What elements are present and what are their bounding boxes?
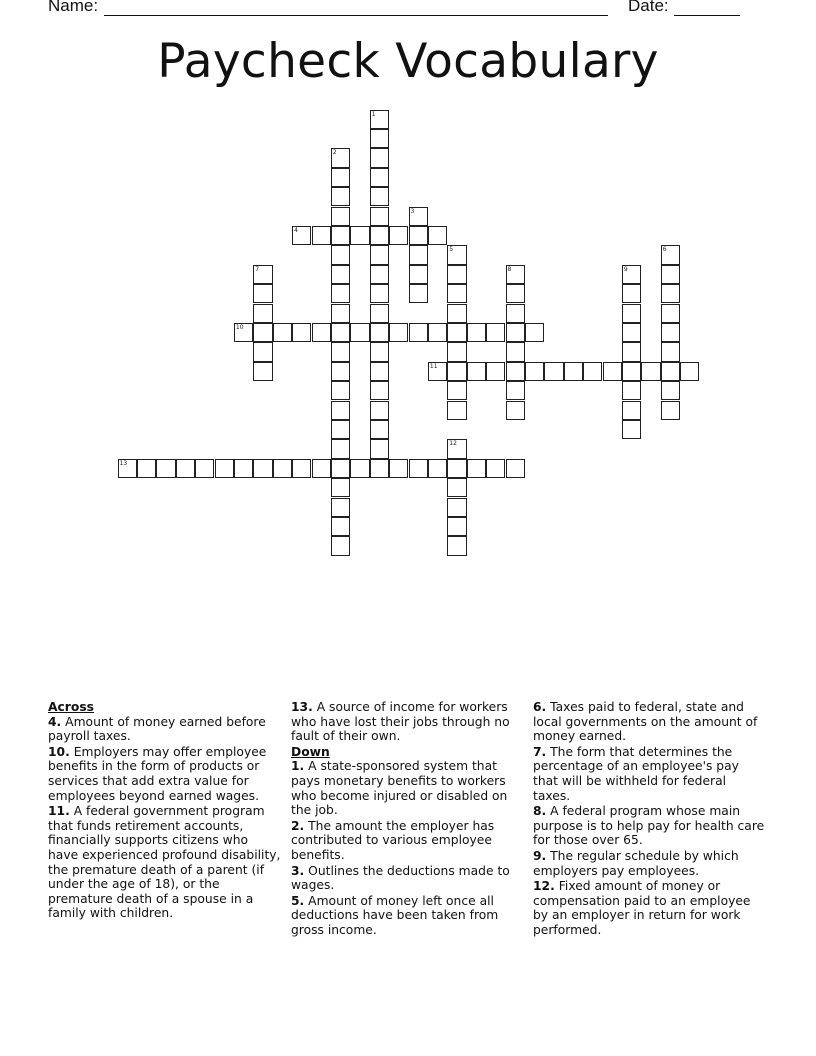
crossword-cell[interactable] [409,207,428,226]
crossword-cell[interactable] [331,265,350,284]
crossword-cell[interactable] [409,323,428,342]
crossword-cell[interactable] [331,362,350,381]
clue-number: 2. [291,818,305,833]
clue-text: Employers may offer employee benefits in the form of products or services that add extra value for employees beyond earned wages. [48,744,267,803]
cell-number: 11 [429,362,438,370]
crossword-cell[interactable] [370,207,389,226]
cell-number: 10 [235,323,244,331]
crossword-cell[interactable] [622,401,641,420]
crossword-cell[interactable] [370,439,389,458]
crossword-cell[interactable] [622,362,641,381]
crossword-cell[interactable] [564,362,583,381]
crossword-cell[interactable] [525,323,544,342]
crossword-cell[interactable] [350,459,369,478]
crossword-cell[interactable] [331,187,350,206]
cell-number: 4 [294,226,298,234]
crossword-cell[interactable] [447,381,466,400]
clue-number: 8. [533,804,547,819]
clues-section [48,700,772,960]
crossword-cell[interactable] [253,362,272,381]
cell-number: 6 [662,246,667,254]
crossword-cell[interactable] [428,362,447,381]
crossword-cell[interactable] [331,478,350,497]
crossword-cell[interactable] [661,284,680,303]
crossword-cell[interactable] [331,536,350,555]
clue-text: The form that determines the percentage of an employee's pay that will be withheld for federal taxes. [533,744,739,803]
crossword-cell[interactable] [331,401,350,420]
crossword-cell[interactable] [370,168,389,187]
crossword-cell[interactable] [370,148,389,167]
crossword-cell[interactable] [447,304,466,323]
crossword-cell[interactable] [661,245,680,264]
clue-across-11 [48,804,282,921]
crossword-cell[interactable] [253,459,272,478]
crossword-cell[interactable] [370,381,389,400]
crossword-cell[interactable] [409,284,428,303]
crossword-cell[interactable] [622,323,641,342]
crossword-cell[interactable] [661,304,680,323]
crossword-cell[interactable] [370,304,389,323]
crossword-cell[interactable] [331,498,350,517]
crossword-cell[interactable] [331,459,350,478]
crossword-cell[interactable] [195,459,214,478]
crossword-cell[interactable] [370,420,389,439]
crossword-cell[interactable] [370,284,389,303]
clue-text: Fixed amount of money or compensation paid to an employee by an employer in return for work performed. [533,879,751,937]
crossword-cell[interactable] [370,226,389,245]
crossword-cell[interactable] [428,459,447,478]
crossword-cell[interactable] [253,323,272,342]
cell-number: 8 [507,265,512,273]
crossword-cell[interactable] [428,323,447,342]
crossword-cell[interactable] [486,323,505,342]
crossword-cell[interactable] [331,226,350,245]
crossword-cell[interactable] [447,323,466,342]
clue-down-6 [533,700,767,744]
crossword-cell[interactable] [486,362,505,381]
crossword-cell[interactable] [506,342,525,361]
cell-number: 1 [371,110,376,118]
cell-number: 7 [255,265,260,273]
crossword-cell[interactable] [331,245,350,264]
clue-number: 9. [533,848,547,863]
crossword-cell[interactable] [389,459,408,478]
clue-number: 11. [48,804,70,819]
crossword-cell[interactable] [622,381,641,400]
crossword-cell[interactable] [447,498,466,517]
date-label: Date: [628,0,669,15]
crossword-cell[interactable] [350,323,369,342]
clue-text: Amount of money left once all deductions have been taken from gross income. [291,893,499,937]
crossword-cell[interactable] [447,536,466,555]
crossword-cell[interactable] [370,129,389,148]
crossword-cell[interactable] [661,362,680,381]
clue-number: 1. [291,759,305,774]
crossword-cell[interactable] [331,439,350,458]
crossword-cell[interactable] [661,342,680,361]
crossword-cell[interactable] [331,284,350,303]
name-label: Name: [48,0,99,15]
crossword-cell[interactable] [447,401,466,420]
crossword-cell[interactable] [370,245,389,264]
clues-column-3 [533,700,767,939]
crossword-cell[interactable] [273,323,292,342]
crossword-cell[interactable] [467,459,486,478]
clue-down-9 [533,849,767,878]
across-heading: Across [48,700,94,714]
clue-text: The amount the employer has contributed to various employee benefits. [291,818,495,862]
clue-text: Taxes paid to federal, state and local governments on the amount of money earned. [533,700,758,744]
crossword-cell[interactable] [506,323,525,342]
clues-column-2 [291,700,525,939]
crossword-cell[interactable] [312,459,331,478]
crossword-cell[interactable] [331,323,350,342]
clue-text: Amount of money earned before payroll taxes. [48,714,266,744]
crossword-cell[interactable] [409,226,428,245]
crossword-cell[interactable] [292,226,311,245]
crossword-cell[interactable] [641,362,660,381]
crossword-cell[interactable] [447,245,466,264]
crossword-cell[interactable] [370,187,389,206]
crossword-cell[interactable] [253,265,272,284]
crossword-cell[interactable] [447,265,466,284]
clue-number: 10. [48,744,70,759]
clue-down-8 [533,804,767,848]
clue-across-4 [48,715,282,744]
crossword-cell[interactable] [389,323,408,342]
crossword-cell[interactable] [622,284,641,303]
crossword-cell[interactable] [525,362,544,381]
crossword-cell[interactable] [331,148,350,167]
crossword-cell[interactable] [447,439,466,458]
crossword-cell[interactable] [409,265,428,284]
crossword-cell[interactable] [215,459,234,478]
clue-down-5 [291,894,525,938]
crossword-cell[interactable] [389,226,408,245]
crossword-cell[interactable] [447,342,466,361]
crossword-cell[interactable] [506,401,525,420]
cell-number: 9 [623,265,628,273]
crossword-cell[interactable] [312,323,331,342]
clue-text: A federal government program that funds retirement accounts, financially supports citizens who have experienced profound disability, the premature death of a parent (if under the age of 18), or the premature death of a spouse in a family with children. [48,804,281,921]
clue-number: 3. [291,863,305,878]
crossword-cell[interactable] [370,342,389,361]
crossword-cell[interactable] [661,401,680,420]
clue-number: 12. [533,879,555,894]
crossword-cell[interactable] [273,459,292,478]
crossword-cell[interactable] [622,420,641,439]
crossword-cell[interactable] [486,459,505,478]
clue-number: 5. [291,893,305,908]
crossword-cell[interactable] [622,304,641,323]
cell-number: 3 [410,207,415,215]
crossword-cell[interactable] [447,362,466,381]
crossword-cell[interactable] [370,265,389,284]
crossword-cell[interactable] [428,226,447,245]
crossword-cell[interactable] [118,459,137,478]
crossword-cell[interactable] [409,459,428,478]
crossword-cell[interactable] [447,284,466,303]
cell-number: 2 [332,149,337,157]
clue-across-13 [291,700,525,744]
crossword-cell[interactable] [331,168,350,187]
crossword-cell[interactable] [622,342,641,361]
crossword-cell[interactable] [583,362,602,381]
crossword-cell[interactable] [331,207,350,226]
clue-text: A state-sponsored system that pays monetary benefits to workers who become injured or disabled on the job. [291,759,508,818]
clue-down-2 [291,819,525,863]
cell-number: 13 [119,459,128,467]
clue-down-3 [291,864,525,893]
crossword-cell[interactable] [467,323,486,342]
clue-number: 7. [533,744,547,759]
crossword-cell[interactable] [447,517,466,536]
crossword-cell[interactable] [506,265,525,284]
crossword-cell[interactable] [253,342,272,361]
crossword-cell[interactable] [370,362,389,381]
crossword-cell[interactable] [622,265,641,284]
clues-column-1 [48,700,282,922]
crossword-cell[interactable] [253,284,272,303]
crossword-cell[interactable] [467,362,486,381]
crossword-cell[interactable] [544,362,563,381]
crossword-cell[interactable] [312,226,331,245]
crossword-cell[interactable] [661,381,680,400]
crossword-cell[interactable] [331,342,350,361]
crossword-cell[interactable] [370,323,389,342]
clue-across-10 [48,745,282,803]
crossword-cell[interactable] [661,323,680,342]
clue-text: Outlines the deductions made to wages. [291,863,510,893]
crossword-cell[interactable] [603,362,622,381]
crossword-cell[interactable] [506,459,525,478]
crossword-cell[interactable] [409,245,428,264]
crossword-cell[interactable] [506,284,525,303]
crossword-cell[interactable] [680,362,699,381]
crossword-cell[interactable] [506,381,525,400]
crossword-cell[interactable] [506,304,525,323]
clue-down-7 [533,745,767,803]
clue-down-12 [533,879,767,937]
crossword-cell[interactable] [447,478,466,497]
clue-number: 13. [291,700,313,714]
crossword-cell[interactable] [506,362,525,381]
crossword-cell[interactable] [331,420,350,439]
crossword-cell[interactable] [370,110,389,129]
crossword-cell[interactable] [292,459,311,478]
page-title: Paycheck Vocabulary [157,34,659,89]
crossword-cell[interactable] [331,304,350,323]
down-heading: Down [291,744,330,759]
cell-number: 5 [449,246,454,254]
clue-down-1 [291,759,525,817]
crossword-cell[interactable] [331,517,350,536]
crossword-cell[interactable] [234,459,253,478]
clue-number: 6. [533,700,547,714]
crossword-cell[interactable] [370,401,389,420]
crossword-cell[interactable] [331,381,350,400]
crossword-cell[interactable] [292,323,311,342]
crossword-cell[interactable] [661,265,680,284]
clue-text: A federal program whose main purpose is to help pay for health care for those over 65. [533,804,765,848]
crossword-cell[interactable] [253,304,272,323]
crossword-cell[interactable] [137,459,156,478]
crossword-cell[interactable] [156,459,175,478]
clue-number: 4. [48,714,62,729]
cell-number: 12 [449,440,457,448]
crossword-cell[interactable] [447,459,466,478]
crossword-cell[interactable] [350,226,369,245]
clue-text: A source of income for workers who have lost their jobs through no fault of their own. [291,700,510,744]
crossword-cell[interactable] [234,323,253,342]
crossword-cell[interactable] [370,459,389,478]
crossword-cell[interactable] [176,459,195,478]
clue-text: The regular schedule by which employers pay employees. [533,848,739,878]
